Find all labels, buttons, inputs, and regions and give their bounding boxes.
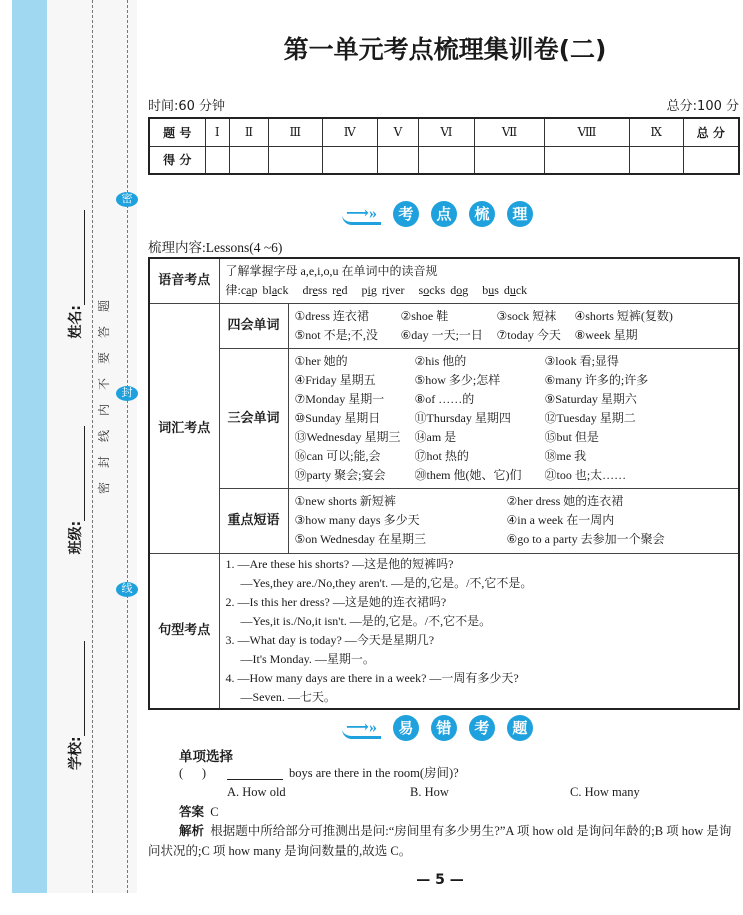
vocab-item: ③sock 短袜 [496,308,557,323]
vocab-item: ⑥day 一天;一日 [400,327,483,342]
option-b[interactable]: B. How [410,785,449,799]
score-cell[interactable] [419,146,475,174]
sentence-question: 2. —Is this her dress? —这是她的连衣裙吗? [225,594,447,609]
vocab-item: ③how many days 多少天 [294,513,420,527]
name-label: 姓名: [68,305,84,339]
vocab-item: ①new shorts 新短裤 [294,494,396,508]
vocab-item: ⑱me 我 [544,448,587,463]
row-label: 得 分 [149,146,205,174]
subcategory-three: 三会单词 [219,348,288,488]
vocab-item: ②shoe 鞋 [400,308,449,323]
phonics-word: black [262,282,289,297]
option-a[interactable]: A. How old [227,785,286,799]
time-limit: 时间:60 分钟 [148,99,226,114]
blank-line[interactable] [227,779,283,780]
score-cell[interactable] [322,146,377,174]
section-number: Ⅲ [268,118,322,146]
vocab-item: ④Friday 星期五 [294,372,376,387]
vocab-item: ⑦Monday 星期一 [294,391,385,406]
vocab-item: ③look 看;显得 [544,353,619,368]
row-label: 题 号 [149,118,205,146]
seal-mark: 密 [116,192,138,207]
three-skill-words [295,352,733,485]
sentence-answer: —Yes,it is./No,it isn't. —是的,它是。/不,它不是。 [240,613,492,628]
seal-line [127,0,128,893]
vocab-item: ⑮but 但是 [544,429,599,444]
score-cell[interactable] [205,146,229,174]
vocab-item: ⑥go to a party 去参加一个聚会 [506,532,665,546]
vocab-item: ⑯can 可以;能,会 [294,448,381,463]
vocab-item: ②her dress 她的连衣裙 [506,494,624,508]
banner-char: 考 [393,201,419,227]
vocab-item: ①dress 连衣裙 [294,308,369,323]
total-label: 总 分 [683,118,739,146]
class-field[interactable] [71,426,85,521]
vocab-item: ⑧week 星期 [574,327,638,342]
side-color-strip [12,0,47,893]
category-sentences: 句型考点 [149,553,219,709]
vocab-item: ⑭am 是 [414,429,457,444]
sentence-question: 4. —How many days are there in a week? —一周有多少天? [225,670,519,685]
section-number: Ⅰ [205,118,229,146]
sentence-answer: —Seven. —七天。 [240,689,336,704]
vocab-item: ⑤not 不是;不,没 [294,327,378,342]
arrow-icon: ⟶» [342,717,381,739]
phonics-word: bus [482,282,499,297]
subcategory-four: 四会单词 [219,303,288,348]
section-number: Ⅳ [322,118,377,146]
banner-char: 点 [431,201,457,227]
section-number: Ⅱ [229,118,268,146]
vocab-item: ⑧of ……的 [414,391,475,406]
section-number: Ⅷ [545,118,630,146]
exercise-heading: 单项选择 [179,749,233,765]
vocab-item: ⑤how 多少;怎样 [414,372,501,387]
phonics-intro: 了解掌握字母 a,e,i,o,u 在单词中的读音规律: [225,263,438,297]
vocab-item: ⑨Saturday 星期六 [544,391,637,406]
score-cell[interactable] [377,146,418,174]
analysis-label: 解析 [179,823,205,838]
section-number: Ⅶ [474,118,544,146]
subcategory-phrases: 重点短语 [219,488,288,553]
school-label: 学校: [68,736,84,770]
class-label: 班级: [68,520,84,555]
score-cell[interactable] [268,146,322,174]
score-table [148,117,740,175]
vocab-item: ⑪Thursday 星期四 [414,410,511,425]
vocab-item: ⑦today 今天 [496,327,561,342]
phonics-word: dress [302,282,328,297]
phonics-word: socks [418,282,446,297]
banner-char: 理 [507,201,533,227]
phonics-word: cap [240,282,258,297]
phonics-words [241,283,541,297]
review-table [148,257,740,710]
vocab-item: ⑤on Wednesday 在星期三 [294,532,427,546]
score-cell[interactable] [229,146,268,174]
phonics-word: river [381,282,405,297]
school-field[interactable] [71,641,85,736]
score-cell[interactable] [545,146,630,174]
section-number: Ⅵ [419,118,475,146]
vocab-item: ⑩Sunday 星期日 [294,410,381,425]
answer-label: 答案 [179,804,205,819]
banner-char: 梳 [469,201,495,227]
phonics-word: dog [450,282,469,297]
vocab-item: ①her 她的 [294,353,348,368]
section-banner-errors [342,713,533,743]
answer-value: C [210,805,219,819]
banner-char: 题 [507,715,533,741]
score-cell[interactable] [474,146,544,174]
page-title: 第一单元考点梳理集训卷(二) [283,35,607,64]
sentence-answer: —Yes,they are./No,they aren't. —是的,它是。/不,它不是。 [240,575,533,590]
score-cell[interactable] [629,146,683,174]
phonics-word: duck [503,282,528,297]
vocab-item: ㉑too 也;太…… [544,467,627,482]
section-number: Ⅴ [377,118,418,146]
vocab-item: ⑬Wednesday 星期三 [294,429,401,444]
vocab-item: ⑳them 他(她、它)们 [414,467,522,482]
seal-mark: 线 [116,582,138,597]
sentence-question: 3. —What day is today? —今天是星期几? [225,632,435,647]
section-banner-review [342,199,533,229]
name-field[interactable] [71,210,85,305]
four-skill-words [295,307,733,345]
option-c[interactable]: C. How many [570,785,640,799]
page-number: — 5 — [416,872,464,888]
banner-char: 易 [393,715,419,741]
analysis-text: 根据题中所给部分可推测出是问:“房间里有多少男生?”A 项 how old 是询问年龄的;B 项 how 是询问状况的;C 项 how many 是询问数量的,故选 C。 [148,824,732,858]
category-vocab: 词汇考点 [149,303,219,553]
banner-char: 考 [469,715,495,741]
phonics-word: red [332,282,348,297]
answer-bracket[interactable]: ( ) [179,766,207,780]
vocab-item: ②his 他的 [414,353,467,368]
content-scope: 梳理内容:Lessons(4 ~6) [148,240,283,255]
question-text: boys are there in the room(房间)? [289,766,459,780]
arrow-icon: ⟶» [342,203,381,225]
total-score: 总分:100 分 [666,99,739,114]
phonics-content [219,258,739,303]
vocab-item: ⑲party 聚会;宴会 [294,467,386,482]
phonics-word: pig [361,282,377,297]
vocab-item: ⑫Tuesday 星期二 [544,410,636,425]
seal-mark: 封 [116,386,138,401]
sentence-question: 1. —Are these his shorts? —这是他的短裤吗? [225,556,454,571]
sentence-answer: —It's Monday. —星期一。 [240,651,375,666]
vocab-item: ④in a week 在一周内 [506,513,615,527]
vocab-item: ⑰hot 热的 [414,448,469,463]
banner-char: 错 [431,715,457,741]
vocab-item: ⑥many 许多的;许多 [544,372,649,387]
cut-line [92,0,93,893]
category-phonics: 语音考点 [149,258,219,303]
seal-warning: 密封线内不要答题 [97,286,111,495]
student-info [60,210,90,770]
sentence-patterns [219,553,739,709]
score-cell[interactable] [683,146,739,174]
key-phrases [295,492,733,549]
section-number: Ⅸ [629,118,683,146]
vocab-item: ④shorts 短裤(复数) [574,308,673,323]
